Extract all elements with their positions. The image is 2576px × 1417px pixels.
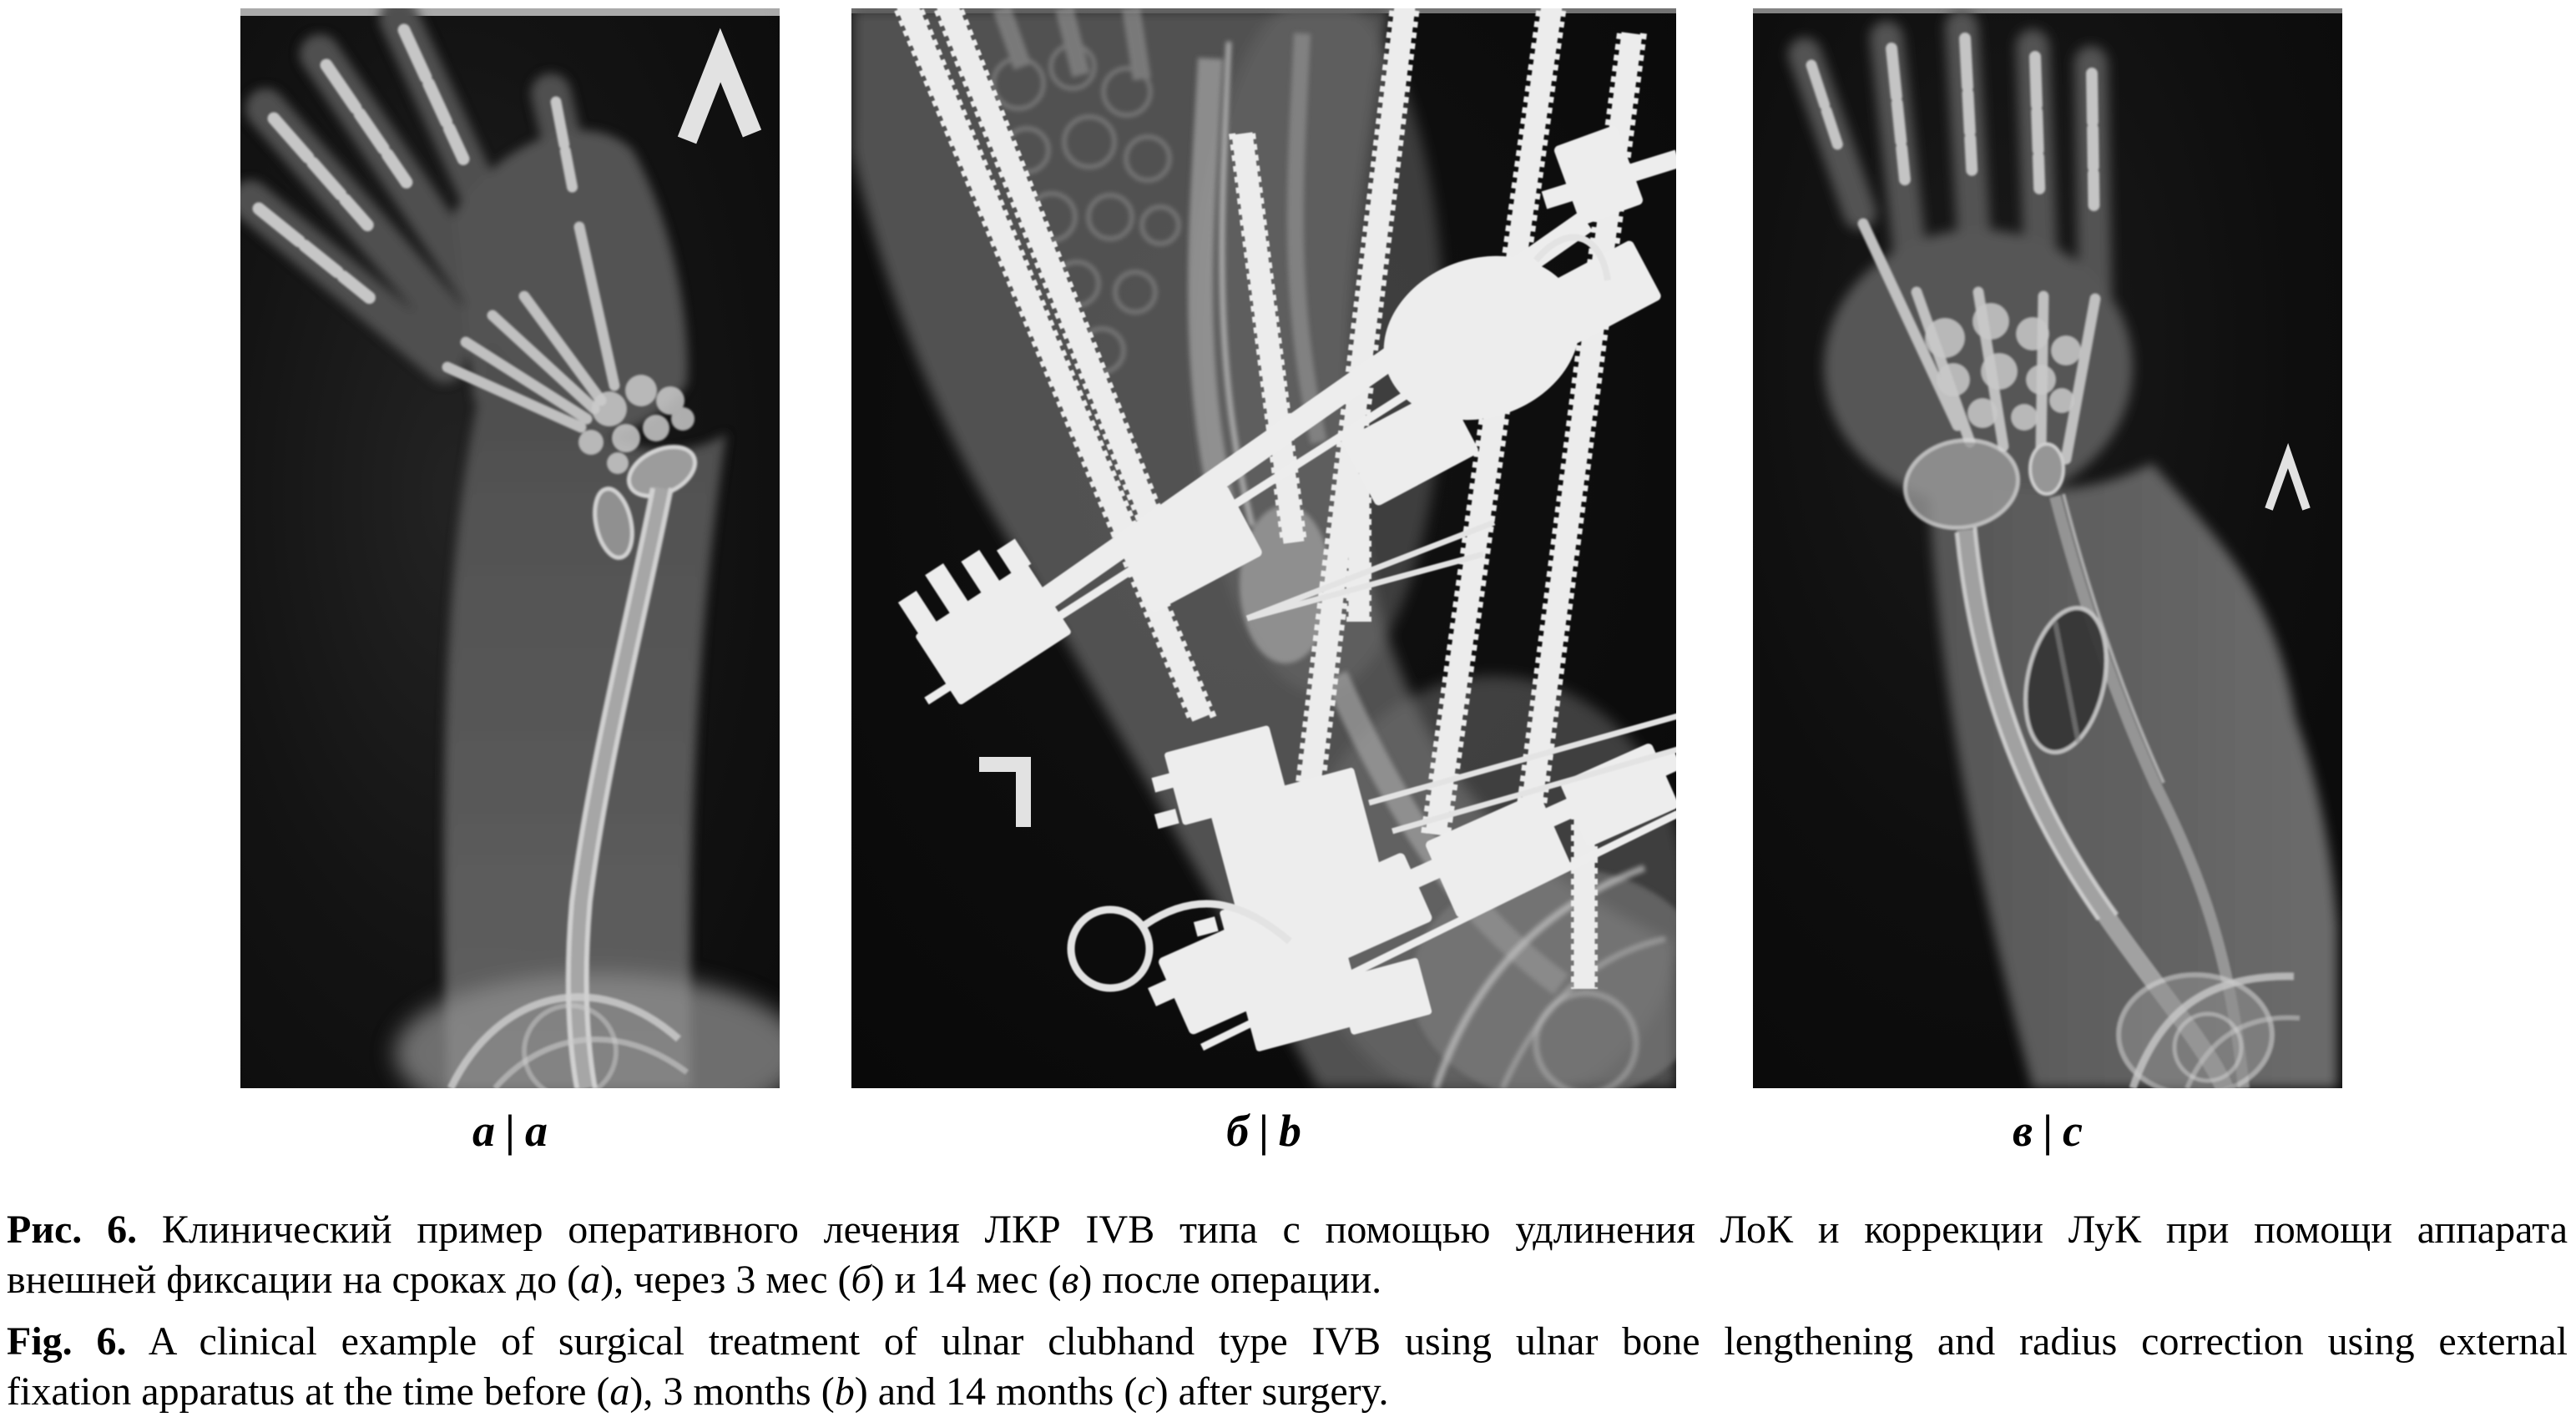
panel-label-b-en: b	[1278, 1106, 1301, 1156]
panel-label-separator: |	[505, 1106, 515, 1156]
panel-label-separator: |	[2043, 1106, 2053, 1156]
panel-label-c-en: c	[2063, 1106, 2084, 1156]
panel-label-b-ru: б	[1226, 1106, 1250, 1156]
caption-ru-line1: Рис. 6. Клинический пример оперативного лечения ЛКР IVB типа с помощью удлинения ЛоК и коррекции ЛуК при помощи аппарата	[7, 1208, 2568, 1252]
panel-label-a	[472, 1103, 548, 1158]
figure-caption	[7, 1205, 2568, 1417]
xray-image-b	[851, 8, 1676, 1088]
panel-label-b	[1226, 1103, 1301, 1158]
film-edge-strip	[1753, 8, 2342, 13]
caption-en-line1: Fig. 6. A clinical example of surgical treatment of ulnar clubhand type IVB using ulnar bone lengthening and radius correction using external	[7, 1319, 2568, 1364]
caption-ru-line2: внешней фиксации на сроках до (а), через 3 мес (б) и 14 мес (в) после операции.	[7, 1258, 1382, 1302]
panel-label-separator: |	[1259, 1106, 1269, 1156]
panel-label-a-en: a	[524, 1106, 548, 1156]
xray-panel-b	[851, 8, 1676, 1088]
caption-en-line2: fixation apparatus at the time before (a), 3 months (b) and 14 months (c) after surgery.	[7, 1369, 1389, 1414]
xray-panel-c	[1753, 8, 2342, 1088]
film-edge-strip	[240, 8, 780, 16]
panel-label-c-ru: в	[2012, 1106, 2033, 1156]
panel-label-a-ru: а	[472, 1106, 496, 1156]
xray-image-c	[1753, 8, 2342, 1088]
xray-image-a	[240, 8, 780, 1088]
panel-label-c	[2013, 1103, 2083, 1158]
xray-panel-a	[240, 8, 780, 1088]
